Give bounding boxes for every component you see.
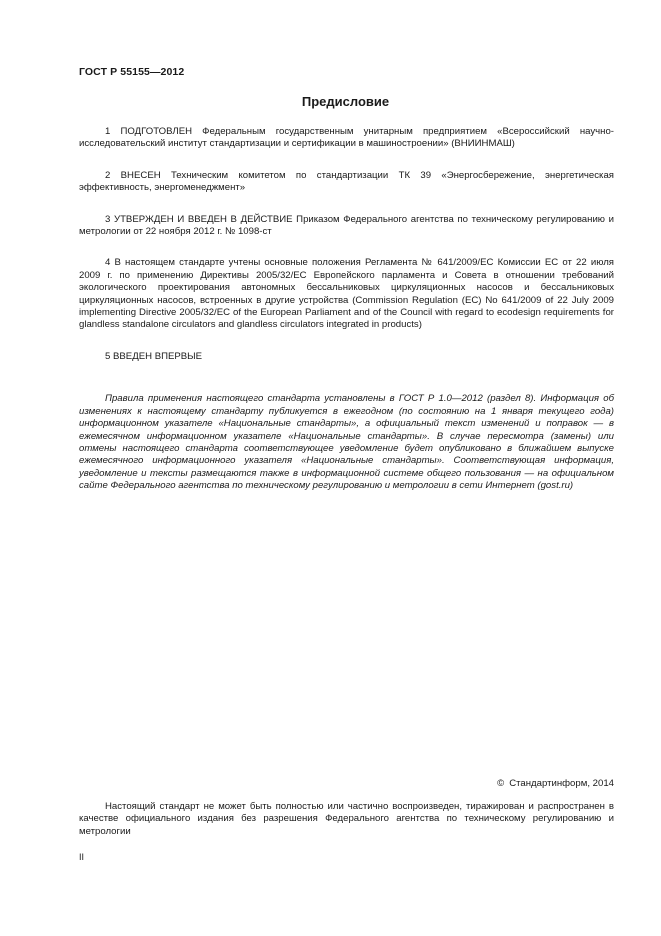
preface-paragraph-1: 1 ПОДГОТОВЛЕН Федеральным государственным унитарным предприятием «Всероссийский научно-исследовательский институт стандартизации и сертификации в машиностроении» (ВНИИНМАШ) <box>79 126 614 150</box>
copyright-symbol: © <box>497 778 505 789</box>
copyright-line <box>79 778 614 789</box>
page-number: II <box>79 852 85 862</box>
preface-body <box>79 124 614 493</box>
document-code: ГОСТ Р 55155—2012 <box>79 66 185 78</box>
legal-notice: Настоящий стандарт не может быть полностью или частично воспроизведен, тиражирован и распространен в качестве официального издания без разрешения Федерального агентства по техническому регулированию и метрологии <box>79 801 614 837</box>
preface-paragraph-5: 5 ВВЕДЕН ВПЕРВЫЕ <box>105 350 203 362</box>
preface-paragraph-2: 2 ВНЕСЕН Техническим комитетом по стандартизации ТК 39 «Энергосбережение, энергетическая эффективность, энергоменеджмент» <box>79 169 614 194</box>
preface-paragraph-4: 4 В настоящем стандарте учтены основные положения Регламента № 641/2009/ЕС Комиссии ЕС от 22 июля 2009 г. по применению Директивы 2005/32/ЕС Европейского парламента и Совета в отношении требований экологического проектирования автономных бессальниковых циркуляционных насосов и бессальниковых циркуляционных насосов, встроенных в другие устройства (Commission Regulation (EC) No 641/2009 of 22 July 2009 implementing Directive 2005/32/EC of the European Parliament and of the Council with regard to ecodesign requirements for glandless standalone circulators and glandless circulators integrated in products) <box>79 257 614 331</box>
section-heading: Предисловие <box>301 94 390 109</box>
application-notice: Правила применения настоящего стандарта установлены в ГОСТ Р 1.0—2012 (раздел 8). Информация об изменениях к настоящему стандарту публикуется в ежегодном (по состоянию на 1 января текущего года) информационном указателе «Национальные стандарты», а официальный текст изменений и поправок — в ежемесячном информационном указателе «Национальные стандарты». В случае пересмотра (замены) или отмены настоящего стандарта соответствующее уведомление будет опубликовано в ближайшем выпуске ежемесячного информационного указателя «Национальные стандарты». Соответствующая информация, уведомление и тексты размещаются также в информационной системе общего пользования — на официальном сайте Федерального агентства по техническому регулированию и метрологии в сети Интернет (gost.ru) <box>79 393 614 492</box>
preface-paragraph-3: 3 УТВЕРЖДЕН И ВВЕДЕН В ДЕЙСТВИЕ Приказом Федерального агентства по техническому регулированию и метрологии от 22 ноября 2012 г. № 1098-ст <box>79 213 614 238</box>
copyright-holder: Стандартинформ, 2014 <box>509 778 614 789</box>
